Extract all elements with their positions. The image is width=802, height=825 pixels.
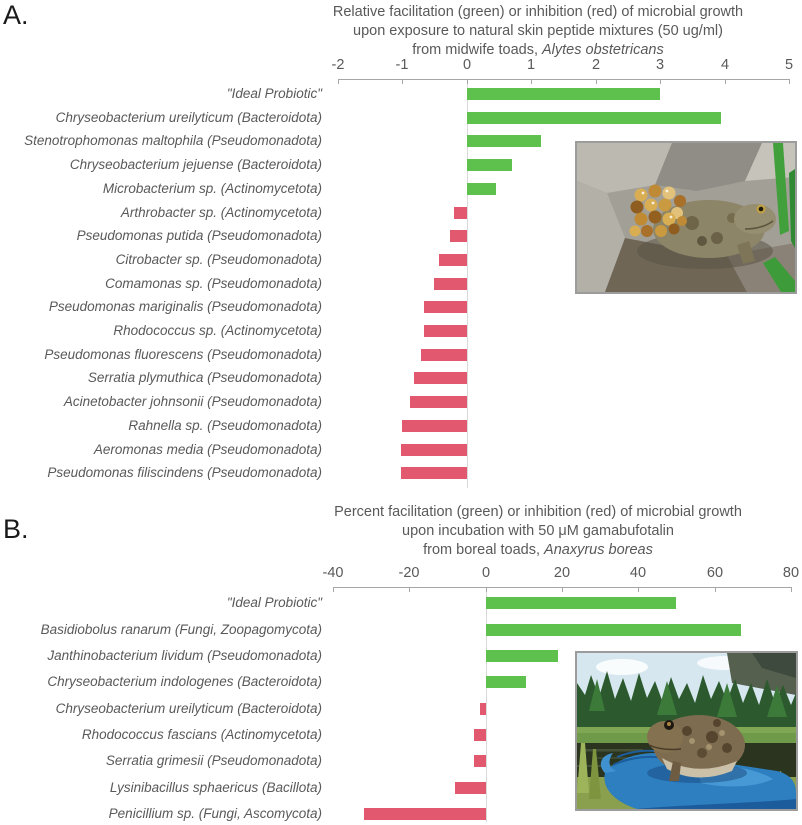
chart-a-title-species: Alytes obstetricans [542, 42, 664, 58]
x-axis-tick [791, 587, 792, 592]
chart-b-title-line2: upon incubation with 50 μM gamabufotalin [402, 523, 674, 539]
midwife-toad-photo-image [577, 143, 795, 292]
x-axis-tick [715, 587, 716, 592]
category-label: Stenotrophomonas maltophila (Pseudomonadota) [24, 133, 322, 148]
boreal-toad-photo [575, 651, 798, 811]
toad-head [734, 204, 776, 234]
category-label: "Ideal Probiotic" [226, 86, 322, 101]
toad-spot [722, 743, 732, 753]
category-label: Pseudomonas mariginalis (Pseudomonadota) [48, 299, 322, 314]
midwife-toad-photo [575, 141, 797, 294]
category-label: Serratia plymuthica (Pseudomonadota) [87, 370, 322, 385]
category-label: Acinetobacter johnsonii (Pseudomonadota) [63, 394, 322, 409]
toad-wart [706, 744, 712, 750]
category-label: Chryseobacterium indologenes (Bacteroidota) [47, 674, 322, 689]
x-axis-tick-label: 1 [526, 57, 536, 73]
chart-a-title-line2: upon exposure to natural skin peptide mixtures (50 ug/ml) [353, 23, 723, 39]
toad-pupil [759, 207, 764, 212]
x-axis-tick-label: -40 [322, 565, 344, 581]
chart-b-title-line3-prefix: from boreal toads, [423, 542, 545, 558]
chart-a-title-line1: Relative facilitation (green) or inhibition (red) of microbial growth [332, 4, 744, 20]
x-axis-tick [409, 587, 410, 592]
category-label: Pseudomonas fluorescens (Pseudomonadota) [44, 347, 322, 362]
bar-negative [364, 808, 486, 820]
x-axis-tick-label: -1 [395, 57, 409, 73]
bar-positive [486, 597, 677, 609]
toad-wart [689, 738, 695, 744]
category-label: Pseudomonas putida (Pseudomonadota) [76, 228, 322, 243]
x-axis-tick-label: 60 [706, 565, 724, 581]
x-axis-tick-label: -20 [398, 565, 420, 581]
category-label: Rhodococcus sp. (Actinomycetota) [113, 323, 322, 338]
x-axis-tick [562, 587, 563, 592]
category-label: Basidiobolus ranarum (Fungi, Zoopagomycota) [40, 622, 322, 637]
x-axis-tick-label: 80 [782, 565, 800, 581]
x-axis-tick [486, 587, 487, 592]
category-label: Serratia grimesii (Pseudomonadota) [105, 753, 322, 768]
chart-a-title-line3-prefix: from midwife toads, [412, 42, 543, 58]
toad-spot [713, 719, 721, 727]
cloud [596, 659, 648, 675]
x-axis-tick-label: -2 [331, 57, 345, 73]
x-axis-tick-label: 5 [784, 57, 794, 73]
x-axis-tick-label: 2 [591, 57, 601, 73]
category-label: Aeromonas media (Pseudomonadota) [93, 442, 322, 457]
x-axis-tick-label: 3 [655, 57, 665, 73]
bar-negative [474, 729, 486, 741]
category-label: Rahnella sp. (Pseudomonadota) [128, 418, 322, 433]
category-label: Chryseobacterium ureilyticum (Bacteroidota) [55, 110, 322, 125]
toad-spot [706, 731, 718, 743]
category-label: Penicillium sp. (Fungi, Ascomycota) [108, 806, 322, 821]
boreal-toad-photo-image [577, 653, 796, 809]
toad-mottle [697, 236, 707, 246]
chart-b-title-line1: Percent facilitation (green) or inhibition (red) of microbial growth [334, 504, 742, 520]
category-label: Chryseobacterium ureilyticum (Bacteroidota) [55, 701, 322, 716]
chart-b-title-species: Anaxyrus boreas [544, 542, 653, 558]
bar-negative [480, 703, 486, 715]
x-axis-tick [638, 587, 639, 592]
bar-positive [486, 624, 742, 636]
bar-negative [455, 782, 486, 794]
x-axis-tick-label: 0 [481, 565, 491, 581]
x-axis-tick-label: 20 [553, 565, 571, 581]
toad-iris [667, 722, 671, 726]
category-label: Comamonas sp. (Pseudomonadota) [105, 276, 322, 291]
category-label: Pseudomonas filiscindens (Pseudomonadota) [47, 465, 322, 480]
category-label: Microbacterium sp. (Actinomycetota) [102, 181, 322, 196]
bar-positive [486, 676, 526, 688]
x-axis-tick [333, 587, 334, 592]
category-label: Chryseobacterium jejuense (Bacteroidota) [69, 157, 322, 172]
bar-negative [474, 755, 486, 767]
panel-a-label: A. [3, 0, 29, 30]
panel-b-label: B. [3, 514, 29, 544]
toad-wart [719, 730, 725, 736]
toad-spot [697, 748, 707, 758]
toad-mottle [711, 232, 723, 244]
zero-gridline [486, 587, 487, 822]
category-label: Citrobacter sp. (Pseudomonadota) [115, 252, 322, 267]
category-label: Rhodococcus fascians (Actinomycetota) [81, 727, 322, 742]
x-axis-tick-label: 40 [629, 565, 647, 581]
x-axis-tick-label: 4 [720, 57, 730, 73]
bar-positive [486, 650, 559, 662]
category-label: Janthinobacterium lividum (Pseudomonadota) [47, 648, 322, 663]
x-axis-tick-label: 0 [462, 57, 472, 73]
toad-mottle [685, 216, 699, 230]
category-label: "Ideal Probiotic" [226, 595, 322, 610]
category-label: Arthrobacter sp. (Actinomycetota) [120, 205, 322, 220]
category-label: Lysinibacillus sphaericus (Bacillota) [109, 780, 322, 795]
toad-spot [682, 726, 692, 736]
